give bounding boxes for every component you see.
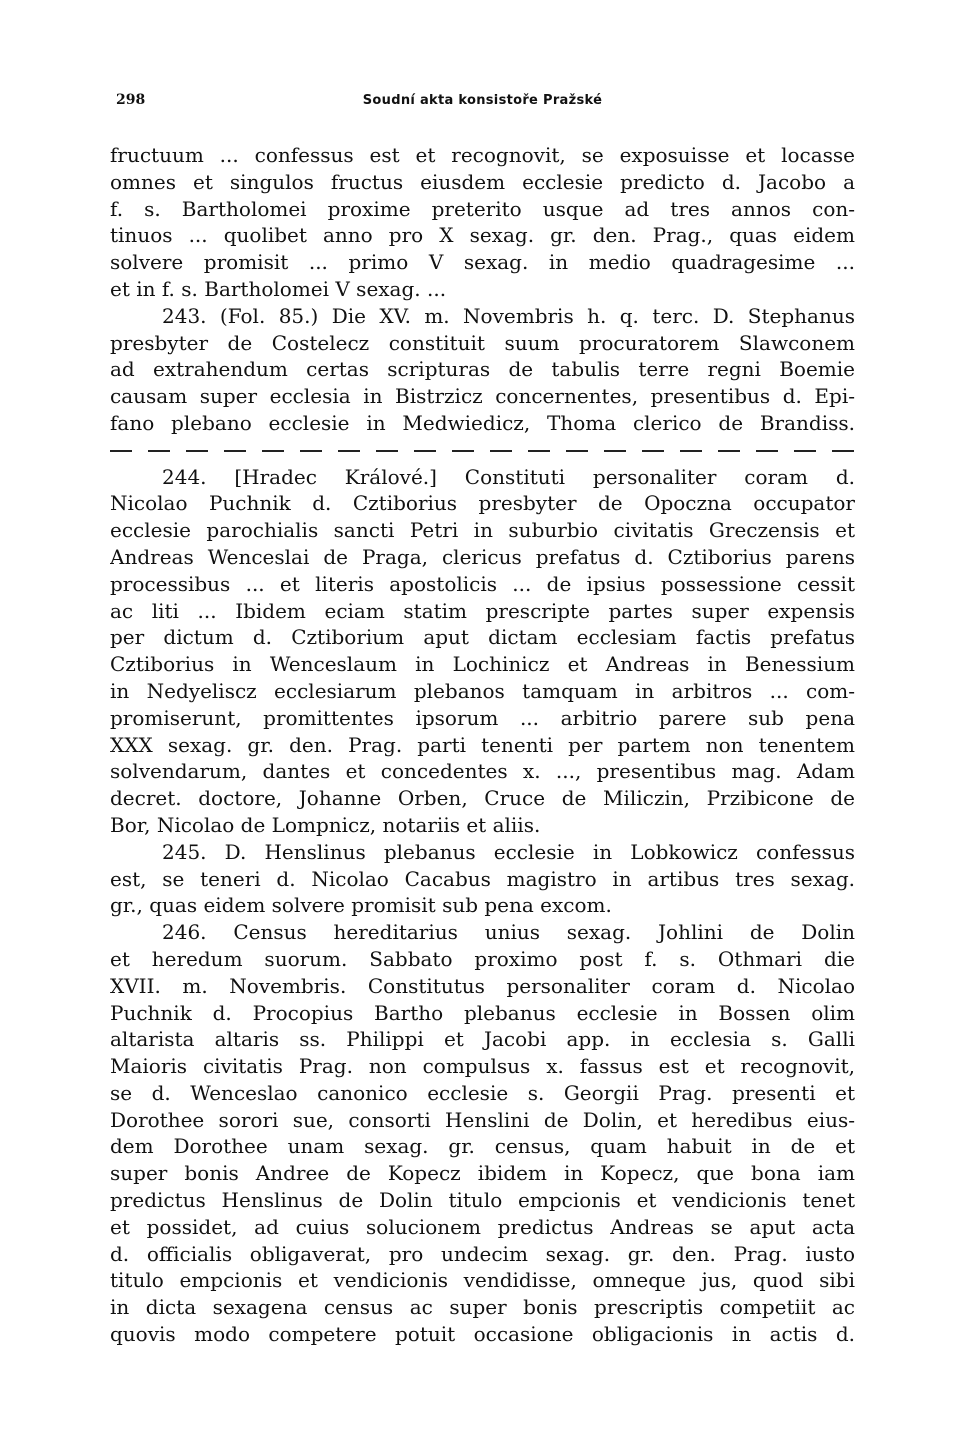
text-line: et heredum suorum. Sabbato proximo post f. s. Othmari die (110, 946, 855, 971)
text-line: titulo empcionis et vendicionis vendidisse, omneque jus, quod sibi (110, 1268, 855, 1293)
text-line: et possidet, ad cuius solucionem predictus Andreas se aput acta (110, 1214, 855, 1239)
text-line: in Nedyeliscz ecclesiarum plebanos tamquam in arbitros ... com- (110, 678, 855, 703)
text-line: tinuos ... quolibet anno pro X sexag. gr. den. Prag., quas eidem (110, 223, 855, 248)
text-line: gr., quas eidem solvere promisit sub pena excom. (110, 893, 612, 918)
text-line: solvendarum, dantes et concedentes x. ..., presentibus mag. Adam (110, 759, 855, 784)
text-line: predictus Henslinus de Dolin titulo empcionis et vendicionis tenet (110, 1188, 855, 1213)
text-line: super bonis Andree de Kopecz ibidem in Kopecz, que bona iam (110, 1161, 855, 1186)
text-line: dem Dorothee unam sexag. gr. census, quam habuit in de et (110, 1134, 855, 1159)
text-line: omnes et singulos fructus eiusdem ecclesie predicto d. Jacobo a (110, 169, 855, 194)
text-line: est, se teneri d. Nicolao Cacabus magistro in artibus tres sexag. (110, 866, 855, 891)
text-line: se d. Wenceslao canonico ecclesie s. Georgii Prag. presenti et (110, 1080, 855, 1105)
dashed-rule (110, 450, 855, 452)
section-divider (110, 437, 855, 464)
text-line: per dictum d. Cztiborium aput dictam ecclesiam factis prefatus (110, 625, 855, 650)
text-line: quovis modo competere potuit occasione obligacionis in actis d. (110, 1322, 855, 1347)
text-line: et in f. s. Bartholomei V sexag. ... (110, 276, 447, 301)
text-line: Maioris civitatis Prag. non compulsus x. fassus est et recognovit, (110, 1054, 855, 1079)
text-line: in dicta sexagena census ac super bonis prescriptis competiit ac (110, 1295, 855, 1320)
text-line: Cztiborius in Wenceslaum in Lochinicz et Andreas in Benessium (110, 652, 855, 677)
entry-245-start: 245. D. Henslinus plebanus ecclesie in Lobkowicz confessus (162, 839, 855, 864)
text-line: ad extrahendum certas scripturas de tabulis terre regni Boemie (110, 357, 855, 382)
running-title: Soudní akta konsistoře Pražské (362, 93, 603, 108)
text-line: ecclesie parochialis sancti Petri in suburbio civitatis Greczensis et (110, 518, 855, 543)
page-number: 298 (116, 92, 146, 108)
text-line: promiserunt, promittentes ipsorum ... arbitrio parere sub pena (110, 705, 855, 730)
text-line: presbyter de Costelecz constituit suum procuratorem Slawconem (110, 330, 855, 355)
text-line: XVII. m. Novembris. Constitutus personaliter coram d. Nicolao (110, 973, 855, 998)
text-line: ac liti ... Ibidem eciam statim prescripte partes super expensis (110, 598, 855, 623)
text-line: Bor, Nicolao de Lompnicz, notariis et aliis. (110, 812, 541, 837)
text-line: f. s. Bartholomei proxime preterito usque ad tres annos con- (110, 196, 855, 221)
text-line: Andreas Wenceslai de Praga, clericus prefatus d. Cztiborius parens (110, 544, 855, 569)
text-line: processibus ... et literis apostolicis ... de ipsius possessione cessit (110, 571, 855, 596)
text-line: causam super ecclesia in Bistrzicz concernentes, presentibus d. Epi- (110, 384, 855, 409)
entry-244-start: 244. [Hradec Králové.] Constituti personaliter coram d. (162, 464, 855, 489)
text-line: fano plebano ecclesie in Medwiedicz, Thoma clerico de Brandiss. (110, 410, 855, 435)
text-line: solvere promisit ... primo V sexag. in medio quadragesime ... (110, 250, 855, 275)
text-line: Puchnik d. Procopius Bartho plebanus ecclesie in Bossen olim (110, 1000, 855, 1025)
text-line: altarista altaris ss. Philippi et Jacobi app. in ecclesia s. Galli (110, 1027, 855, 1052)
page-header (110, 92, 855, 116)
text-line: XXX sexag. gr. den. Prag. parti tenenti per partem non tenentem (110, 732, 855, 757)
text-line: Nicolao Puchnik d. Cztiborius presbyter de Opoczna occupator (110, 491, 855, 516)
body-text (110, 142, 855, 1348)
text-line: Dorothee sorori sue, consorti Henslini de Dolin, et heredibus eius- (110, 1107, 855, 1132)
text-line: fructuum ... confessus est et recognovit, se exposuisse et locasse (110, 143, 855, 167)
text-line: decret. doctore, Johanne Orben, Cruce de Miliczin, Przibicone de (110, 786, 855, 811)
text-line: d. officialis obligaverat, pro undecim sexag. gr. den. Prag. iusto (110, 1241, 855, 1266)
entry-243-start: 243. (Fol. 85.) Die XV. m. Novembris h. q. terc. D. Stephanus (162, 303, 855, 328)
entry-246-start: 246. Census hereditarius unius sexag. Johlini de Dolin (162, 920, 855, 945)
